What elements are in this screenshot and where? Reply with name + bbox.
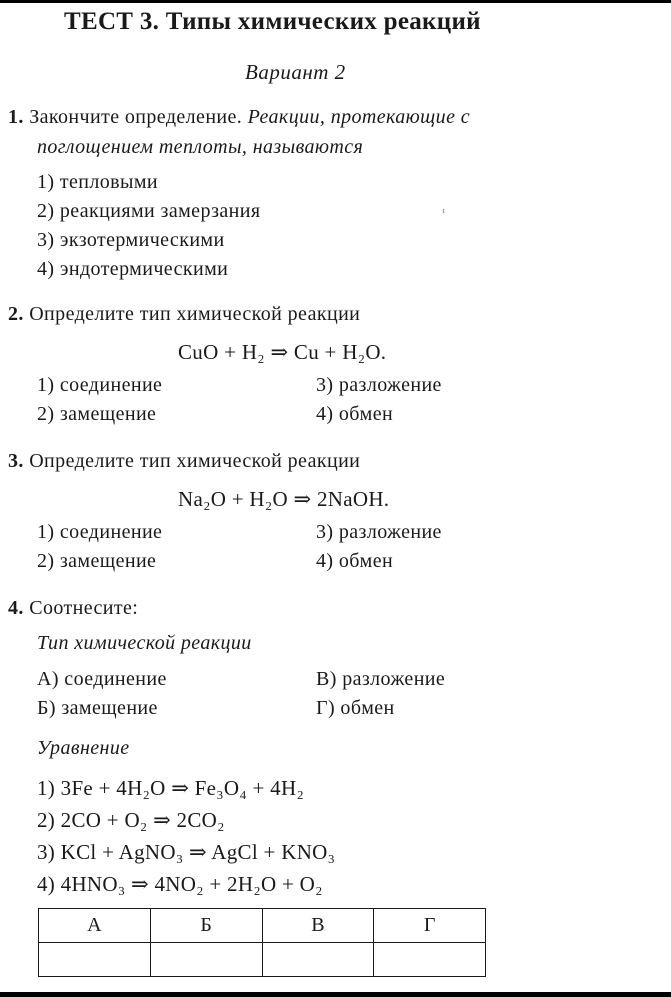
question-2 bbox=[8, 303, 360, 326]
question-1-intro: Закончите определение. bbox=[29, 106, 243, 128]
question-4-text: Соотнесите: bbox=[29, 597, 139, 619]
question-number: 4. bbox=[8, 597, 24, 619]
question-1-option-1: 1) тепловыми bbox=[37, 171, 159, 193]
question-1-definition-start: Реакции, протекающие с bbox=[247, 106, 471, 128]
question-1-option-4: 4) эндотермическими bbox=[37, 258, 229, 280]
question-3-option-4: 4) обмен bbox=[316, 550, 394, 572]
answer-table bbox=[38, 908, 486, 977]
test-title: ТЕСТ 3. Типы химических реакций bbox=[64, 8, 481, 35]
equation-heading: Уравнение bbox=[37, 737, 130, 759]
reaction-type-heading: Тип химической реакции bbox=[37, 632, 252, 654]
question-2-option-1: 1) соединение bbox=[37, 374, 163, 396]
reaction-type-v: В) разложение bbox=[316, 668, 446, 690]
question-2-option-4: 4) обмен bbox=[316, 403, 394, 425]
answer-header-a: А bbox=[39, 909, 151, 943]
top-edge-line bbox=[0, 0, 671, 3]
answer-header-b: Б bbox=[150, 909, 262, 943]
answer-table-answer-row bbox=[39, 943, 486, 977]
equation-2: 2) 2CO + O₂ ⇒ 2CO₂ bbox=[37, 808, 225, 832]
stray-mark: ⸯ bbox=[440, 210, 447, 224]
question-number: 3. bbox=[8, 450, 24, 472]
equation-4: 4) 4HNO₃ ⇒ 4NO₂ + 2H₂O + O₂ bbox=[37, 872, 323, 896]
question-3-option-2: 2) замещение bbox=[37, 550, 157, 572]
question-2-option-2: 2) замещение bbox=[37, 403, 157, 425]
question-2-text: Определите тип химической реакции bbox=[29, 303, 361, 325]
bottom-edge-line bbox=[0, 992, 671, 997]
question-3-equation: Na₂O + H₂O ⇒ 2NaOH. bbox=[178, 487, 390, 511]
reaction-type-g: Г) обмен bbox=[316, 697, 395, 719]
question-1 bbox=[8, 106, 470, 129]
answer-header-v: В bbox=[262, 909, 374, 943]
question-number: 1. bbox=[8, 106, 24, 128]
question-3-text: Определите тип химической реакции bbox=[29, 450, 361, 472]
question-2-equation: CuO + H₂ ⇒ Cu + H₂O. bbox=[178, 340, 387, 364]
answer-table-header-row bbox=[39, 909, 486, 943]
answer-header-g: Г bbox=[374, 909, 486, 943]
equation-3: 3) KCl + AgNO₃ ⇒ AgCl + KNO₃ bbox=[37, 840, 336, 864]
reaction-type-b: Б) замещение bbox=[37, 697, 158, 719]
question-2-option-3: 3) разложение bbox=[316, 374, 442, 396]
answer-cell-b[interactable] bbox=[150, 943, 262, 977]
question-3-option-3: 3) разложение bbox=[316, 521, 442, 543]
answer-cell-a[interactable] bbox=[39, 943, 151, 977]
question-3-option-1: 1) соединение bbox=[37, 521, 163, 543]
variant-label: Вариант 2 bbox=[245, 60, 346, 84]
question-1-definition-end: поглощением теплоты, называются bbox=[37, 136, 364, 158]
answer-cell-v[interactable] bbox=[262, 943, 374, 977]
question-number: 2. bbox=[8, 303, 24, 325]
question-1-option-3: 3) экзотермическими bbox=[37, 229, 225, 251]
question-3 bbox=[8, 450, 360, 473]
question-4 bbox=[8, 597, 138, 620]
equation-1: 1) 3Fe + 4H₂O ⇒ Fe₃O₄ + 4H₂ bbox=[37, 776, 305, 800]
reaction-type-a: А) соединение bbox=[37, 668, 167, 690]
question-1-option-2: 2) реакциями замерзания bbox=[37, 200, 261, 222]
answer-cell-g[interactable] bbox=[374, 943, 486, 977]
